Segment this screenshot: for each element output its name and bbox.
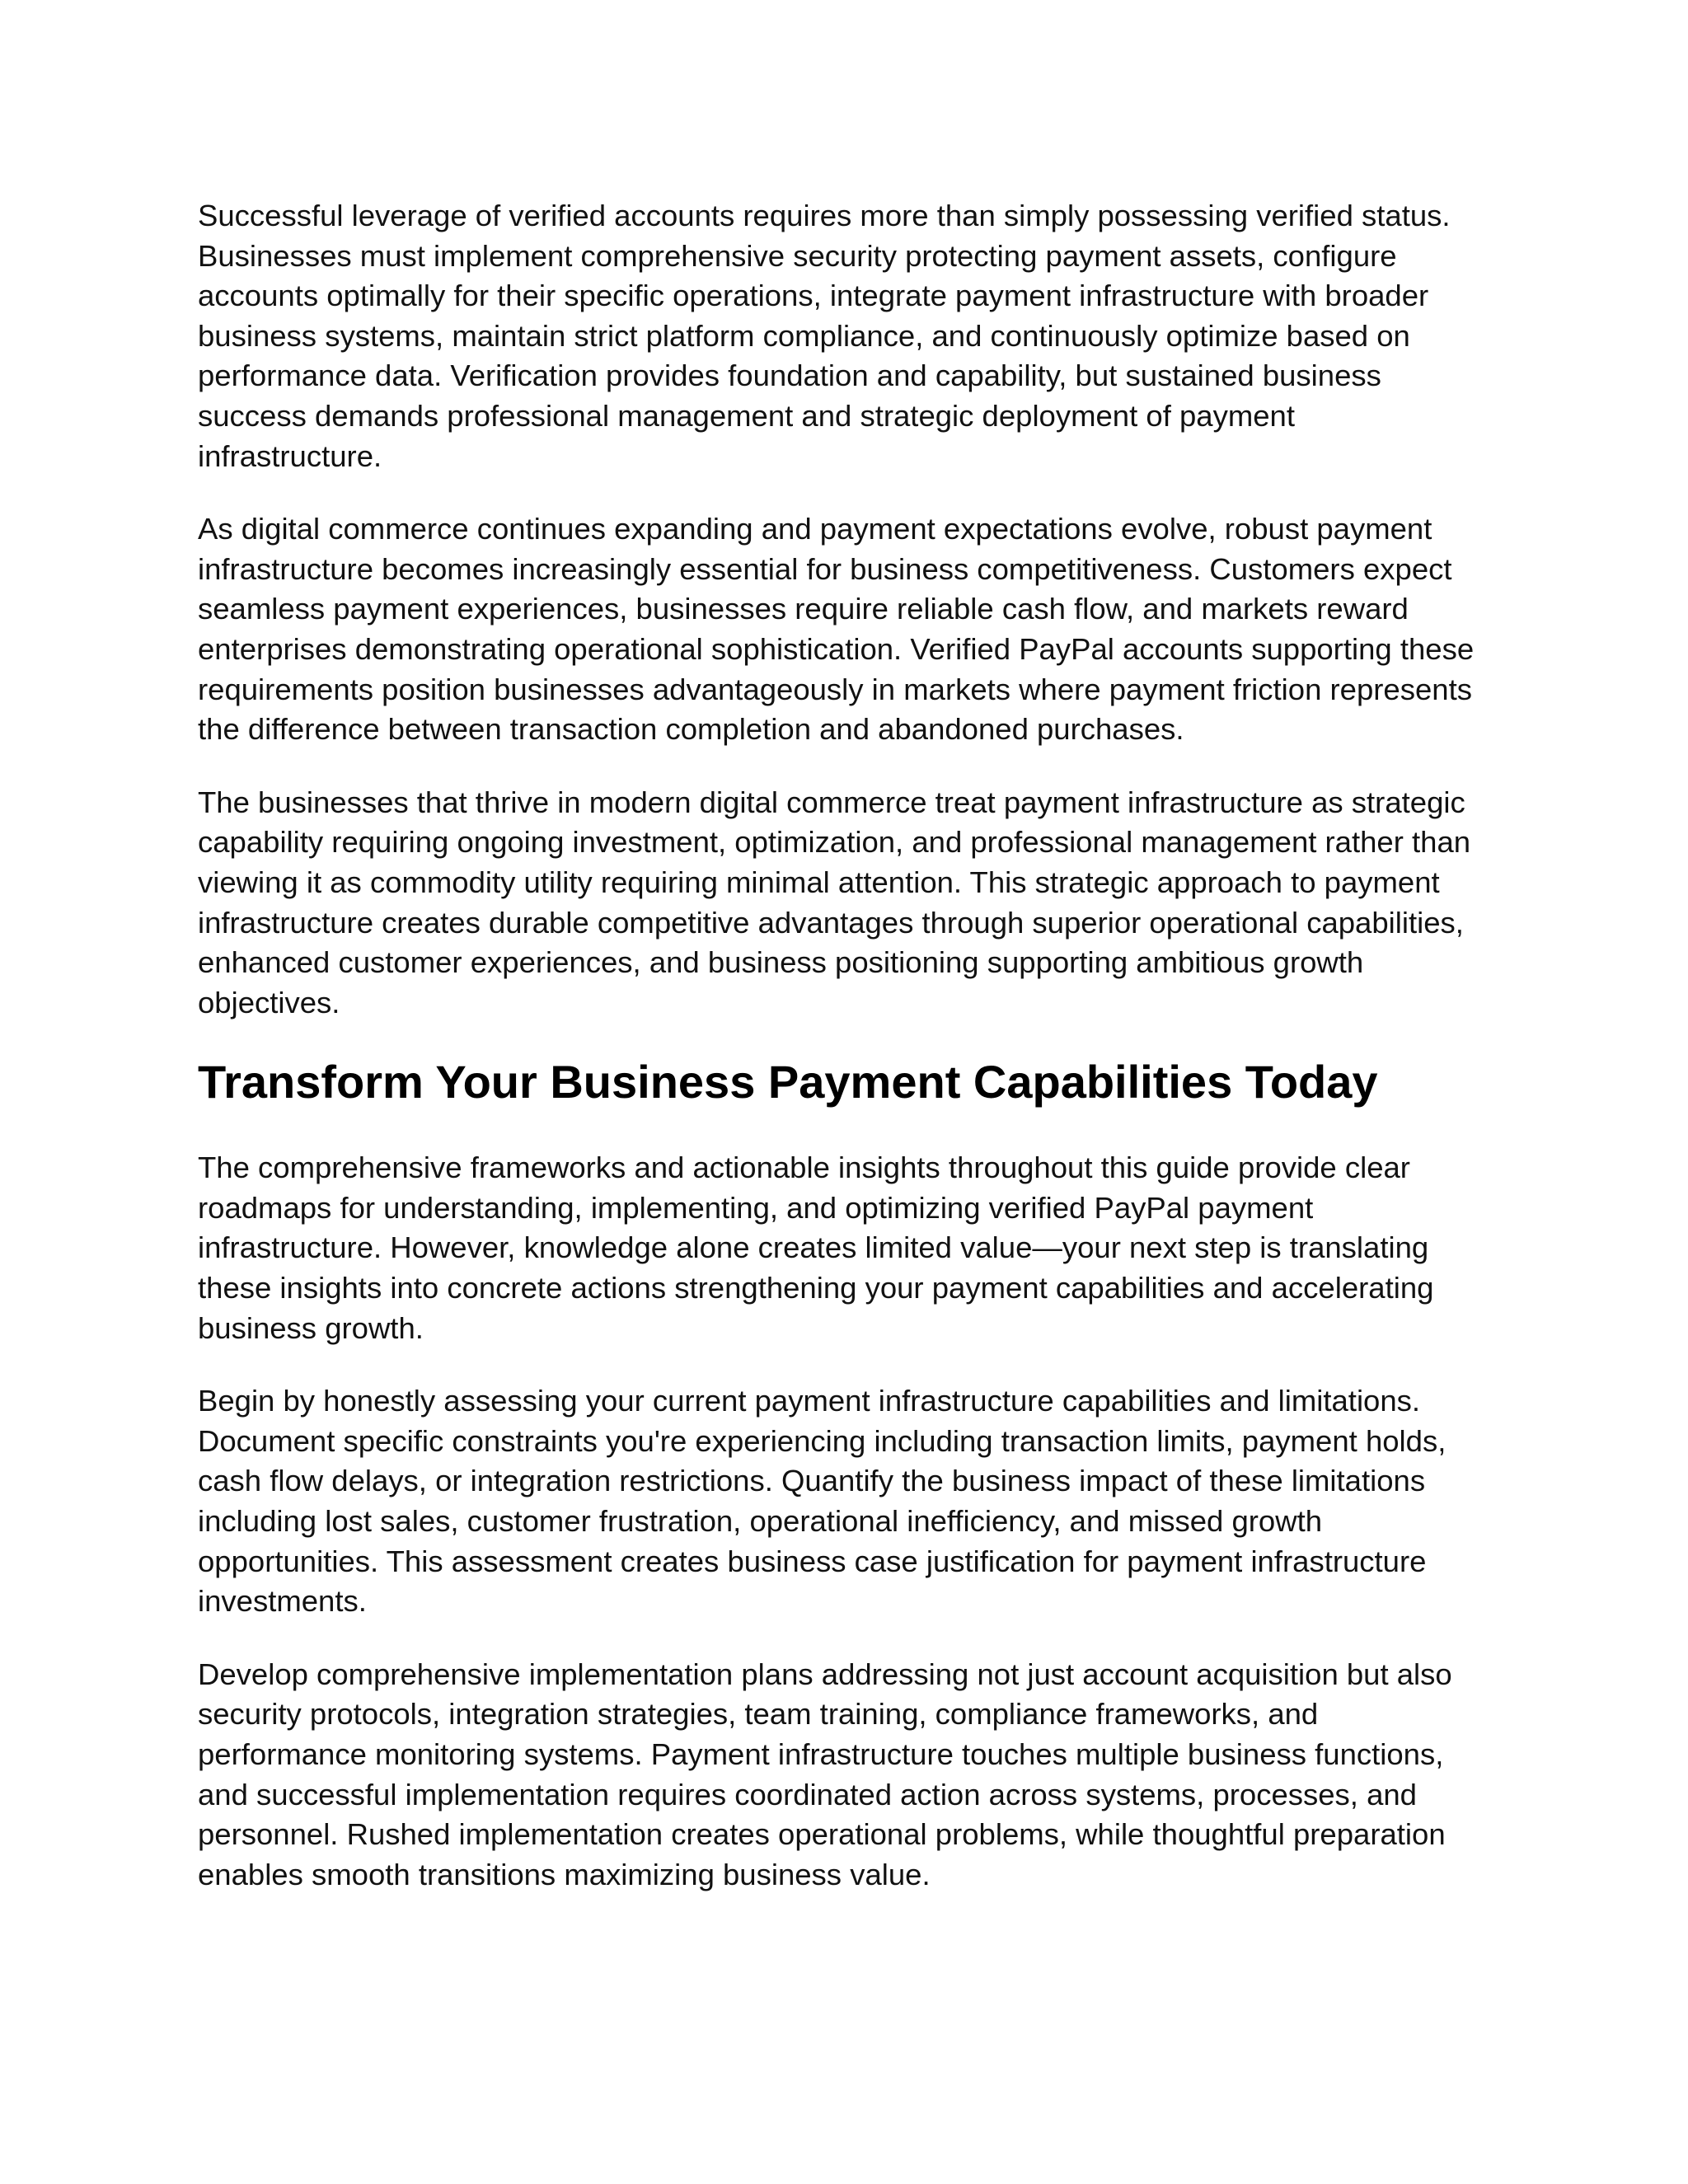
paragraph	[198, 1381, 1500, 1622]
paragraph-line: requirements position businesses advantageously in markets where payment friction represents	[198, 672, 1472, 706]
paragraph-line: cash flow delays, or integration restrictions. Quantify the business impact of these limitations	[198, 1464, 1426, 1498]
paragraph-line: objectives.	[198, 985, 340, 1019]
paragraph-line: business growth.	[198, 1310, 424, 1345]
paragraph	[198, 1655, 1500, 1896]
paragraph	[198, 1148, 1500, 1348]
paragraph-line: success demands professional management and strategic deployment of payment	[198, 398, 1295, 433]
paragraph	[198, 509, 1500, 750]
paragraph-line: infrastructure creates durable competitive advantages through superior operational capabilities,	[198, 905, 1464, 940]
paragraph	[198, 196, 1500, 476]
paragraph-line: Successful leverage of verified accounts requires more than simply possessing verified status.	[198, 199, 1451, 232]
paragraph-line: enterprises demonstrating operational sophistication. Verified PayPal accounts supporting these	[198, 631, 1475, 666]
paragraph-line: security protocols, integration strategies, team training, compliance frameworks, and	[198, 1697, 1319, 1732]
paragraph-line: viewing it as commodity utility requiring minimal attention. This strategic approach to payment	[198, 865, 1440, 899]
paragraph-line: investments.	[198, 1584, 367, 1619]
paragraph-line: The comprehensive frameworks and actionable insights throughout this guide provide clear	[198, 1151, 1410, 1185]
paragraph-line: Document specific constraints you're experiencing including transaction limits, payment holds,	[198, 1423, 1447, 1458]
paragraph-line: infrastructure becomes increasingly essential for business competitiveness. Customers expect	[198, 551, 1452, 586]
paragraph-line: As digital commerce continues expanding and payment expectations evolve, robust payment	[198, 512, 1432, 546]
body-section-after	[198, 1148, 1500, 1895]
paragraph-line: performance data. Verification provides foundation and capability, but sustained business	[198, 359, 1381, 393]
paragraph-line: enhanced customer experiences, and business positioning supporting ambitious growth	[198, 945, 1364, 980]
paragraph-line: roadmaps for understanding, implementing, and optimizing verified PayPal payment	[198, 1190, 1314, 1225]
paragraph-line: these insights into concrete actions strengthening your payment capabilities and accelerating	[198, 1271, 1434, 1305]
paragraph-line: Businesses must implement comprehensive security protecting payment assets, configure	[198, 238, 1397, 273]
paragraph-line: including lost sales, customer frustration, operational inefficiency, and missed growth	[198, 1504, 1323, 1539]
paragraph-line: seamless payment experiences, businesses require reliable cash flow, and markets reward	[198, 592, 1409, 626]
paragraph-line: capability requiring ongoing investment, optimization, and professional management rather than	[198, 825, 1471, 860]
paragraph-line: The businesses that thrive in modern digital commerce treat payment infrastructure as strategic	[198, 785, 1465, 819]
paragraph-line: accounts optimally for their specific operations, integrate payment infrastructure with broader	[198, 279, 1429, 313]
paragraph-line: performance monitoring systems. Payment infrastructure touches multiple business functions,	[198, 1737, 1444, 1771]
paragraph-line: infrastructure. However, knowledge alone creates limited value—your next step is translating	[198, 1230, 1429, 1265]
paragraph-line: personnel. Rushed implementation creates operational problems, while thoughtful preparation	[198, 1817, 1446, 1852]
document-page	[198, 196, 1500, 1928]
paragraph-line: Begin by honestly assessing your current payment infrastructure capabilities and limitations.	[198, 1384, 1421, 1418]
paragraph	[198, 783, 1500, 1024]
section-heading: Transform Your Business Payment Capabilities Today	[198, 1056, 1378, 1108]
paragraph-line: business systems, maintain strict platform compliance, and continuously optimize based on	[198, 318, 1410, 353]
body-section-before	[198, 196, 1500, 1023]
paragraph-line: enables smooth transitions maximizing business value.	[198, 1857, 931, 1891]
paragraph-line: infrastructure.	[198, 438, 382, 473]
paragraph-line: and successful implementation requires coordinated action across systems, processes, and	[198, 1777, 1417, 1811]
paragraph-line: opportunities. This assessment creates business case justification for payment infrastructure	[198, 1544, 1427, 1578]
paragraph-line: Develop comprehensive implementation plans addressing not just account acquisition but also	[198, 1657, 1452, 1691]
paragraph-line: the difference between transaction completion and abandoned purchases.	[198, 712, 1184, 747]
